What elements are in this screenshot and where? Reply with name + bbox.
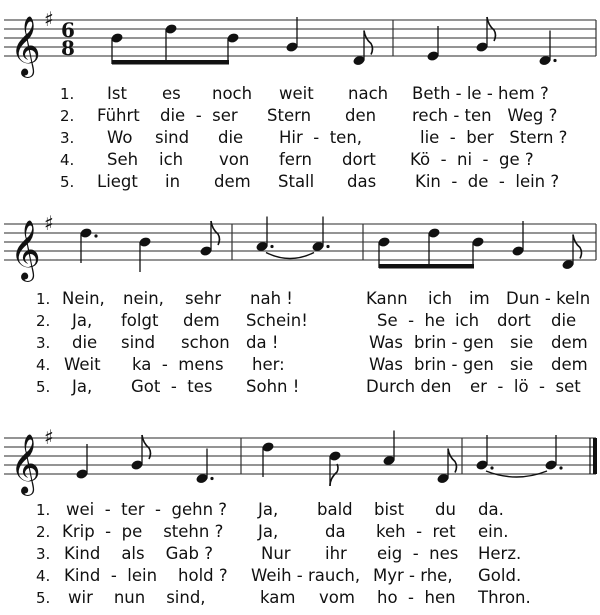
- note-E4-4: [75, 444, 88, 480]
- note-D4-4.: [538, 31, 556, 67]
- lyric-syllable: nach: [348, 84, 389, 103]
- lyric-syllable: sind: [121, 333, 156, 352]
- lyric-syllable: Nein,: [62, 289, 105, 308]
- final-barline: [593, 438, 597, 474]
- beam: [379, 264, 474, 269]
- lyric-syllable: Got - tes: [131, 377, 213, 396]
- note-A4-4.: [311, 217, 329, 253]
- lyric-syllable: Liegt: [97, 172, 138, 191]
- lyric-syllable: er - lö - set: [470, 377, 581, 396]
- lyric-syllable: Seh: [107, 150, 139, 169]
- lyric-syllable: Gold.: [478, 566, 522, 585]
- verse-number: 2.: [36, 312, 51, 330]
- lyric-syllable: nah !: [250, 289, 293, 308]
- note-B4-8: [328, 450, 341, 486]
- lyric-syllable: dort: [497, 311, 531, 330]
- time-signature-top: 6: [61, 18, 75, 42]
- lyric-syllable: Was: [369, 333, 403, 352]
- note-D4-8: [352, 31, 372, 67]
- lyric-syllable: Herz.: [478, 544, 522, 563]
- lyric-syllable: Kind als Gab ?: [64, 544, 213, 563]
- lyric-syllable: die: [72, 333, 98, 352]
- verse-number: 5.: [36, 589, 51, 607]
- staff-system-2: [4, 211, 596, 282]
- lyric-syllable: den: [345, 106, 377, 125]
- lyric-syllable: Schein!: [246, 311, 308, 330]
- lyric-syllable: eig - nes: [377, 544, 459, 563]
- note-E4-4: [426, 26, 439, 62]
- verse-number: 3.: [36, 334, 51, 352]
- lyric-syllable: ihr: [325, 544, 347, 563]
- lyric-syllable: Weih - rauch,: [251, 566, 361, 585]
- treble-clef-icon: 𝄞: [10, 16, 41, 76]
- lyric-syllable: Stern: [267, 106, 312, 125]
- staff-system-1: [4, 7, 596, 78]
- lyric-syllable: dem: [214, 172, 251, 191]
- lyric-syllable: ein.: [478, 522, 509, 541]
- lyric-syllable: die: [551, 311, 577, 330]
- lyric-syllable: Kö - ni - ge ?: [410, 150, 534, 169]
- lyric-syllable: Ja,: [258, 500, 279, 519]
- lyric-syllable: bist: [374, 500, 405, 519]
- lyric-syllable: Ja,: [72, 377, 93, 396]
- lyric-syllable: Krip - pe stehn ?: [62, 522, 224, 541]
- lyric-syllable: folgt: [121, 311, 159, 330]
- verse-number: 4.: [60, 151, 75, 169]
- verse-number: 2.: [60, 107, 75, 125]
- note-A4-4.: [255, 217, 273, 253]
- note-D5-4: [261, 441, 274, 477]
- lyric-syllable: sind: [155, 128, 190, 147]
- lyric-syllable: Kin - de - lein ?: [415, 172, 560, 191]
- lyric-syllable: von: [219, 150, 250, 169]
- lyric-syllable: sie: [510, 333, 534, 352]
- lyric-syllable: Führt: [97, 106, 140, 125]
- verse-number: 5.: [36, 378, 51, 396]
- lyric-syllable: brin - gen: [414, 333, 494, 352]
- lyric-syllable: Hir - ten,: [279, 128, 363, 147]
- lyric-syllable: dort: [342, 150, 376, 169]
- note-D4-8: [436, 449, 456, 485]
- lyric-syllable: das: [347, 172, 377, 191]
- verse-number: 3.: [36, 545, 51, 563]
- lyric-syllable: her:: [252, 355, 285, 374]
- lyric-syllable: bald: [317, 500, 353, 519]
- lyric-syllable: dem: [183, 311, 220, 330]
- lyric-syllable: ich: [159, 150, 184, 169]
- lyric-syllable: keh - ret: [376, 522, 456, 541]
- time-signature-bottom: 8: [61, 36, 75, 60]
- note-A4-4: [382, 431, 395, 467]
- sharp-icon: ♯: [44, 7, 54, 31]
- lyric-syllable: Myr - rhe,: [373, 566, 453, 585]
- lyric-syllable: da !: [246, 333, 279, 352]
- note-D4-4.: [195, 449, 213, 485]
- lyric-syllable: ich: [428, 289, 453, 308]
- lyric-syllable: schon: [181, 333, 230, 352]
- verse-number: 1.: [36, 501, 51, 519]
- lyric-syllable: ich: [455, 311, 480, 330]
- lyric-syllable: dem: [551, 333, 588, 352]
- lyric-syllable: Ja,: [258, 522, 279, 541]
- lyric-syllable: nein,: [123, 289, 164, 308]
- lyric-syllable: Beth - le - hem ?: [412, 84, 549, 103]
- lyric-syllable: es: [162, 84, 181, 103]
- lyric-syllable: sie: [510, 355, 534, 374]
- verse-number: 1.: [60, 85, 75, 103]
- verse-number: 4.: [36, 356, 51, 374]
- note-B4-4: [138, 236, 151, 272]
- lyric-syllable: Dun - keln: [506, 289, 591, 308]
- note-D4-8: [561, 235, 581, 271]
- lyric-syllable: Sohn !: [246, 377, 300, 396]
- lyric-syllable: die: [218, 128, 244, 147]
- beam: [112, 60, 229, 65]
- lyric-syllable: lie - ber Stern ?: [420, 128, 568, 147]
- lyric-syllable: Kann: [366, 289, 408, 308]
- staff-system-3: [4, 425, 597, 496]
- lyric-syllable: in: [165, 172, 181, 191]
- sharp-icon: ♯: [44, 211, 54, 235]
- lyric-syllable: da.: [478, 500, 504, 519]
- lyric-syllable: du: [435, 500, 456, 519]
- lyric-syllable: Wo: [107, 128, 133, 147]
- lyric-syllable: sehr: [185, 289, 221, 308]
- lyric-syllable: da: [325, 522, 346, 541]
- lyric-syllable: rech - ten Weg ?: [412, 106, 558, 125]
- tie: [266, 253, 314, 259]
- sharp-icon: ♯: [44, 425, 54, 449]
- lyric-syllable: die - ser: [160, 106, 238, 125]
- treble-clef-icon: 𝄞: [10, 434, 41, 494]
- verse-number: 3.: [60, 129, 75, 147]
- lyric-syllable: Weit: [64, 355, 101, 374]
- lyric-syllable: brin - gen: [414, 355, 494, 374]
- note-G4-4: [511, 221, 524, 257]
- note-G4-4: [285, 17, 298, 53]
- lyric-syllable: Thron.: [478, 588, 531, 607]
- lyric-syllable: noch: [212, 84, 253, 103]
- lyric-syllable: im: [469, 289, 490, 308]
- lyric-syllable: Kind - lein hold ?: [64, 566, 228, 585]
- lyric-syllable: Nur: [261, 544, 291, 563]
- lyric-syllable: Ist: [107, 84, 127, 103]
- verse-number: 5.: [60, 173, 75, 191]
- lyric-syllable: Was: [369, 355, 403, 374]
- verse-number: 2.: [36, 523, 51, 541]
- lyric-syllable: weit: [279, 84, 314, 103]
- lyric-syllable: dem: [551, 355, 588, 374]
- lyric-syllable: Durch den: [366, 377, 452, 396]
- lyric-syllable: vom: [319, 588, 355, 607]
- lyric-syllable: fern: [279, 150, 312, 169]
- lyric-syllable: Stall: [278, 172, 315, 191]
- lyric-syllable: Ja,: [72, 311, 93, 330]
- verse-number: 4.: [36, 567, 51, 585]
- lyric-syllable: wei - ter - gehn ?: [66, 500, 228, 519]
- lyric-syllable: ka - mens: [132, 355, 224, 374]
- treble-clef-icon: 𝄞: [10, 220, 41, 280]
- lyric-syllable: wir nun sind,: [68, 588, 206, 607]
- lyric-syllable: kam: [260, 588, 296, 607]
- lyric-syllable: ho - hen: [377, 588, 456, 607]
- lyric-syllable: Se - he: [377, 311, 446, 330]
- verse-number: 1.: [36, 290, 51, 308]
